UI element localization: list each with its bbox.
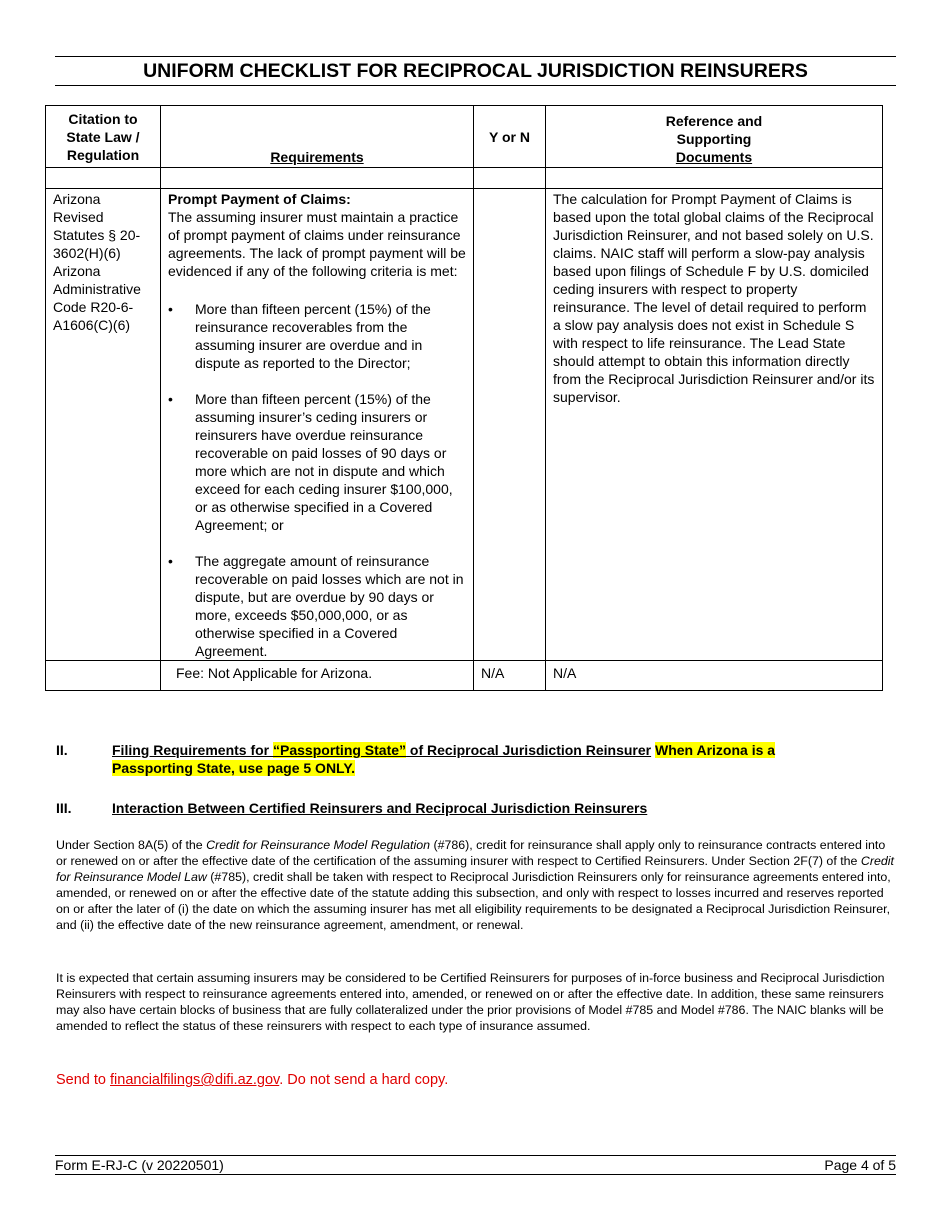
table-row-prompt-payment xyxy=(46,189,883,661)
bullet-icon: • xyxy=(168,391,173,407)
section-2-heading xyxy=(56,741,856,777)
paragraph-model-regulation: Under Section 8A(5) of the Credit for Reinsurance Model Regulation (#786), credit for reinsurance shall apply only to reinsurance contracts entered into or renewed on or after the effective date of the certification of the assuming insurer with respect to Certified Reinsurers. Under Section 2F(7) of the Credit for Reinsurance Model Law (#785), credit shall be taken with respect to Reciprocal Jurisdiction Reinsurers only for reinsurance agreements entered into, amended, or renewed on or after the effective date of the statute adding this subsection, and only with respect to losses incurred and reserves reported on or after the later of (i) the date on which the assuming insurer has met all eligibility requirements to be designated a Reciprocal Jurisdiction Reinsurer, and (ii) the effective date of the new reinsurance agreement, amendment, or renewal. xyxy=(56,838,894,932)
criteria-text: The aggregate amount of reinsurance recoverable on paid losses which are not in dispute, but are overdue by 90 days or more, exceeds $50,000,000, or as otherwise specified in a Covered Agreement. xyxy=(195,553,464,659)
criteria-text: More than fifteen percent (15%) of the reinsurance recoverables from the assuming insurer are overdue and in dispute as reported to the Director; xyxy=(195,301,431,371)
section-3-title: Interaction Between Certified Reinsurers and Reciprocal Jurisdiction Reinsurers xyxy=(112,800,648,816)
section-2-number: II. xyxy=(56,742,68,758)
requirement-title: Prompt Payment of Claims: xyxy=(168,191,351,207)
model-law-title: Credit for Reinsurance Model Law xyxy=(56,854,894,884)
table-header-row xyxy=(46,106,883,168)
model-regulation-title: Credit for Reinsurance Model Regulation xyxy=(206,838,430,852)
list-item xyxy=(168,552,466,660)
bullet-icon: • xyxy=(168,553,173,569)
requirement-criteria-list xyxy=(168,300,466,660)
section-3-heading xyxy=(56,799,896,817)
submission-instruction: Send to financialfilings@difi.az.gov. Do not send a hard copy. xyxy=(56,1072,449,1088)
fee-text: Fee: Not Applicable for Arizona. xyxy=(161,661,474,691)
page-number: Page 4 of 5 xyxy=(824,1157,896,1173)
section-2-text-c: of Reciprocal Jurisdiction Reinsurer xyxy=(406,742,652,758)
y-or-n-cell[interactable] xyxy=(474,189,546,661)
fee-y-or-n: N/A xyxy=(474,661,546,691)
header-reference-line2: Supporting xyxy=(676,131,752,147)
criteria-text: More than fifteen percent (15%) of the assuming insurer’s ceding insurers or reinsurers have overdue reinsurance recoverable on paid losses of 90 days or more which are not in dispute and which exceed for each ceding insurer $100,000, or as otherwise specified in a Covered Agreement; or xyxy=(195,391,453,533)
bullet-icon: • xyxy=(168,301,173,317)
section-2-text-a: Filing Requirements for xyxy=(112,742,274,758)
header-citation: Citation to State Law / Regulation xyxy=(46,106,161,168)
fee-reference: N/A xyxy=(546,661,883,691)
requirements-cell xyxy=(161,189,474,661)
section-3-number: III. xyxy=(56,800,72,816)
citation-cell: Arizona Revised Statutes § 20-3602(H)(6) Arizona Administrative Code R20-6-A1606(C)(6) xyxy=(46,189,161,661)
page-title: UNIFORM CHECKLIST FOR RECIPROCAL JURISDICTION REINSURERS xyxy=(55,56,896,86)
header-reference-line3: Documents xyxy=(675,149,753,165)
checklist-table xyxy=(45,105,883,691)
header-reference xyxy=(546,106,883,168)
requirement-intro: The assuming insurer must maintain a practice of prompt payment of claims under reinsurance agreements. The lack of prompt payment will be evidenced if any of the following criteria is met: xyxy=(168,209,466,279)
table-row-fee xyxy=(46,661,883,691)
form-id: Form E-RJ-C (v 20220501) xyxy=(55,1157,224,1173)
table-spacer-row xyxy=(46,168,883,189)
header-reference-line1: Reference and xyxy=(665,113,763,129)
header-requirements xyxy=(161,106,474,168)
header-y-or-n: Y or N xyxy=(474,106,546,168)
header-requirements-label: Requirements xyxy=(270,149,364,165)
section-2-highlight-note: When Arizona is a Passporting State, use page 5 ONLY. xyxy=(112,742,776,776)
paragraph-certified-reinsurers: It is expected that certain assuming insurers may be considered to be Certified Reinsurers for purposes of in-force business and Reciprocal Jurisdiction Reinsurers with respect to reinsurance agreements entered into, amended, or renewed on or after the effective date. In addition, these same reinsurers may also have certain blocks of business that are fully collateralized under the prior provisions of Model #785 and Model #786. The NAIC blanks will be amended to reflect the status of these reinsurers with respect to each type of insurance assumed. xyxy=(56,971,885,1033)
list-item xyxy=(168,390,466,534)
page-footer xyxy=(55,1155,896,1175)
email-link[interactable]: financialfilings@difi.az.gov xyxy=(110,1072,280,1088)
reference-cell: The calculation for Prompt Payment of Claims is based upon the total global claims of the Reciprocal Jurisdiction Reinsurer, and not based solely on U.S. claims. NAIC staff will perform a slow-pay analysis based upon filings of Schedule F by U.S. domiciled ceding insurers with respect to property reinsurance. The level of detail required to perform a slow pay analysis does not exist in Schedule S with respect to life reinsurance. The Lead State should attempt to obtain this information directly from the Reciprocal Jurisdiction Reinsurer and/or its supervisor. xyxy=(546,189,883,661)
section-2-highlight-passporting: “Passporting State” xyxy=(273,742,407,758)
list-item xyxy=(168,300,466,372)
